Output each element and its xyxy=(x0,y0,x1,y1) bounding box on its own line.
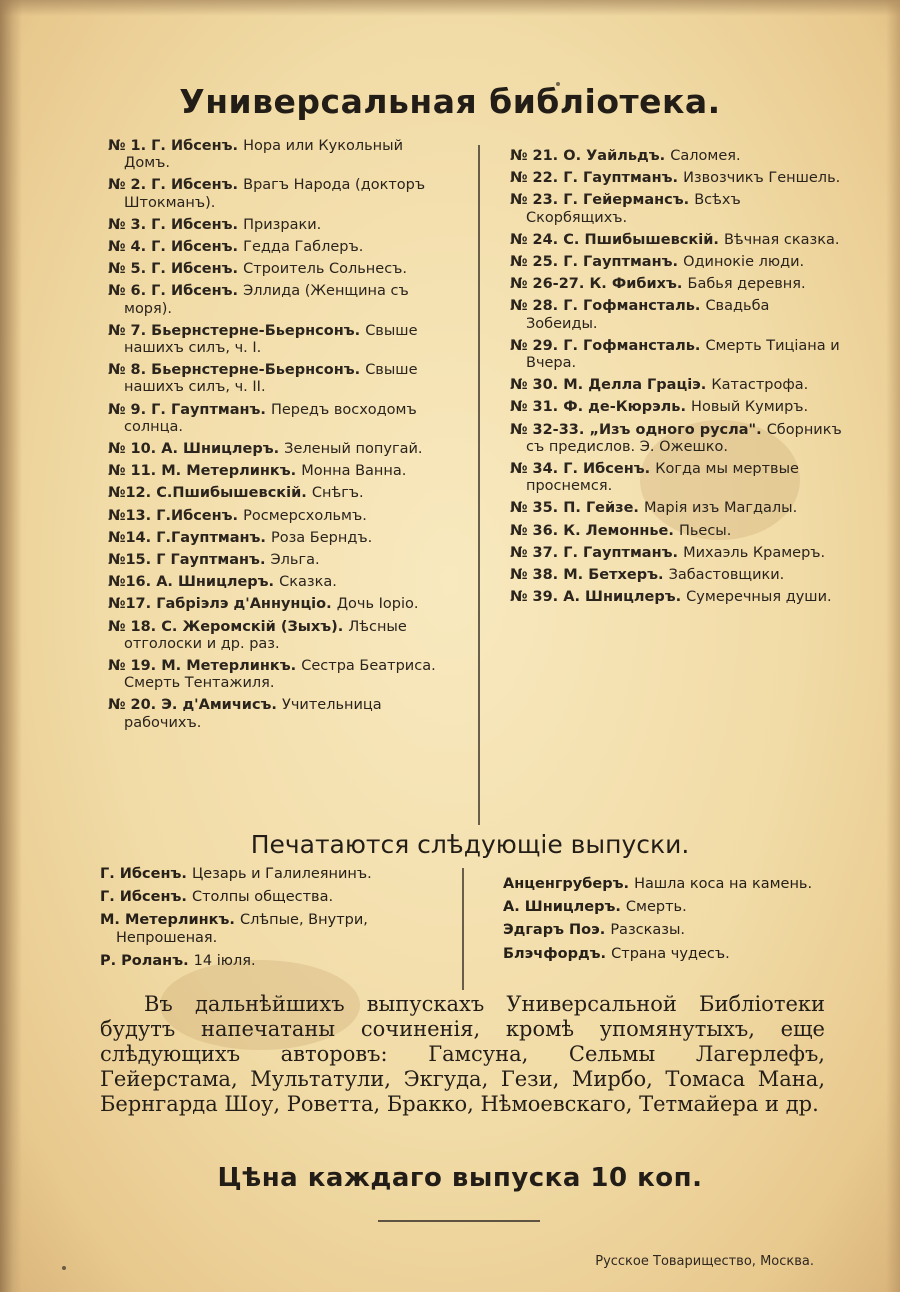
entry-work: Свыше нашихъ силъ, ч. II. xyxy=(124,362,418,396)
catalog-entry xyxy=(108,485,438,502)
forthcoming-right-column xyxy=(503,876,843,969)
forthcoming-left-column xyxy=(100,866,440,976)
entry-work: Смерть. xyxy=(625,899,687,916)
entry-work: Цезарь и Галилеянинъ. xyxy=(191,866,372,882)
entry-work: Дочь Іоріо. xyxy=(336,596,419,613)
entry-author: Г. Ибсенъ. xyxy=(100,889,187,906)
forthcoming-entry xyxy=(100,889,440,906)
entry-author: М. Делла Граціэ. xyxy=(563,377,707,394)
entry-work: Столпы общества. xyxy=(191,889,334,906)
catalog-entry xyxy=(108,619,438,653)
catalog-entry xyxy=(510,232,845,249)
entry-author: Г Гауптманъ. xyxy=(156,552,266,569)
entry-work: Извозчикъ Геншель. xyxy=(683,170,841,187)
catalog-entry xyxy=(510,192,845,226)
catalog-entry xyxy=(108,239,438,256)
entry-work: Свыше нашихъ силъ, ч. I. xyxy=(124,322,418,357)
entry-work: Призраки. xyxy=(243,216,322,233)
entry-number: № 26-27. xyxy=(510,276,585,293)
entry-author: А. Шницлеръ. xyxy=(503,899,621,916)
entry-work: Снѣгъ. xyxy=(311,485,364,502)
entry-work: Роза Берндъ. xyxy=(270,529,373,546)
entry-number: № 36. xyxy=(510,522,559,539)
entry-work: Строитель Сольнесъ. xyxy=(243,261,408,278)
entry-work: Монна Ванна. xyxy=(301,463,407,480)
entry-author: К. Лемонньe. xyxy=(563,522,674,539)
entry-work: Передъ восходомъ солнца. xyxy=(124,401,417,435)
entry-work: Забастовщики. xyxy=(668,567,785,584)
catalog-entry xyxy=(108,508,438,525)
entry-author: К. Фибихъ. xyxy=(589,276,683,293)
entry-author: М. Бетхеръ. xyxy=(563,567,664,584)
entry-work: Катастрофа. xyxy=(711,377,809,394)
catalog-entry xyxy=(108,441,438,458)
entry-number: № 35. xyxy=(510,500,559,517)
entry-work: Зеленый попугай. xyxy=(284,441,423,458)
catalog-entry xyxy=(108,362,438,396)
catalog-entry xyxy=(510,500,845,517)
entry-number: № 22. xyxy=(510,170,559,187)
entry-work: Страна чудесъ. xyxy=(611,945,730,962)
entry-work: Разсказы. xyxy=(610,922,686,939)
entry-author: Анценгруберъ. xyxy=(503,876,629,892)
entry-number: № 18. xyxy=(108,618,157,635)
entry-work: Лѣсные отголоски и др. раз. xyxy=(124,618,407,652)
entry-number: № 38. xyxy=(510,567,559,584)
entry-number: № 28. xyxy=(510,298,559,315)
entry-author: Г. Гауптманъ. xyxy=(151,401,266,418)
entry-work: Новый Кумиръ. xyxy=(691,399,809,416)
entry-number: № 1. xyxy=(108,138,147,154)
page-title: Универсальная библіотека. xyxy=(179,82,721,121)
entry-author: Эдгаръ Поэ. xyxy=(503,922,606,939)
column-divider xyxy=(478,145,480,825)
catalog-entry xyxy=(510,170,845,187)
entry-author: А. Шницлеръ. xyxy=(156,574,275,591)
entry-author: Г. Ибсенъ. xyxy=(100,866,187,882)
entry-author: Г. Ибсенъ. xyxy=(151,283,239,300)
forthcoming-entry xyxy=(503,899,843,916)
entry-number: №12. xyxy=(108,485,152,502)
worn-right-edge xyxy=(886,0,900,1292)
entry-author: Г. Ибсенъ. xyxy=(151,138,239,154)
catalog-entry xyxy=(510,148,845,165)
entry-number: № 6. xyxy=(108,283,147,300)
entry-work: Саломея. xyxy=(670,148,741,164)
entry-work: Сумеречныя души. xyxy=(686,589,832,606)
catalog-entry xyxy=(510,545,845,562)
catalog-left-column xyxy=(108,138,438,737)
entry-author: А. Шницлеръ. xyxy=(563,589,682,606)
forthcoming-heading: Печатаются слѣдующіе выпуски. xyxy=(250,830,690,859)
catalog-entry xyxy=(510,461,845,495)
entry-work: Нашла коса на камень. xyxy=(634,876,813,892)
catalog-entry xyxy=(108,463,438,480)
entry-work: Нора или Кукольный Домъ. xyxy=(124,138,404,172)
entry-author: М. Метерлинкъ. xyxy=(161,463,297,480)
catalog-entry xyxy=(510,276,845,293)
catalog-entry xyxy=(510,567,845,584)
entry-number: № 9. xyxy=(108,401,147,418)
catalog-entry xyxy=(108,552,438,569)
entry-number: № 10. xyxy=(108,441,157,458)
forthcoming-entry xyxy=(100,912,440,946)
entry-author: Г.Гауптманъ. xyxy=(156,529,266,546)
ink-speck xyxy=(62,1266,66,1270)
entry-work: Сборникъ съ предислов. Э. Ожешко. xyxy=(526,421,842,455)
entry-number: №15. xyxy=(108,552,152,569)
entry-number: № 31. xyxy=(510,399,559,416)
entry-author: Г. Гейермансъ. xyxy=(563,192,690,209)
entry-number: № 30. xyxy=(510,377,559,394)
entry-number: № 39. xyxy=(510,589,559,606)
entry-number: № 5. xyxy=(108,261,147,278)
entry-work: Бабья деревня. xyxy=(687,276,806,293)
catalog-entry xyxy=(510,523,845,540)
entry-number: № 23. xyxy=(510,192,559,209)
catalog-entry xyxy=(510,422,845,456)
entry-author: С. Жеромскій (Зыхъ). xyxy=(161,618,344,635)
catalog-entry xyxy=(108,217,438,234)
entry-work: Росмерсхольмъ. xyxy=(243,507,367,524)
catalog-right-column xyxy=(510,148,845,611)
forthcoming-divider xyxy=(462,868,464,990)
entry-author: Г. Ибсенъ. xyxy=(151,216,239,233)
entry-number: №16. xyxy=(108,574,152,591)
entry-author: Ф. де-Кюрэль. xyxy=(563,399,686,416)
entry-number: № 29. xyxy=(510,337,559,354)
entry-work: Сказка. xyxy=(279,574,337,591)
forthcoming-entry xyxy=(503,946,843,963)
entry-work: Слѣпые, Внутри, Непрошеная. xyxy=(116,912,368,946)
entry-author: С.Пшибышевскій. xyxy=(156,485,307,502)
entry-author: Г. Гауптманъ. xyxy=(563,170,679,187)
entry-author: Р. Роланъ. xyxy=(100,952,189,969)
entry-work: Вѣчная сказка. xyxy=(723,231,840,248)
catalog-entry xyxy=(510,254,845,271)
catalog-entry xyxy=(108,697,438,731)
catalog-entry xyxy=(108,402,438,436)
entry-work: Учительница рабочихъ. xyxy=(124,697,382,731)
catalog-entry xyxy=(108,138,438,172)
catalog-entry xyxy=(510,589,845,606)
entry-work: Всѣхъ Скорбящихъ. xyxy=(526,192,741,226)
catalog-entry xyxy=(510,377,845,394)
price-line: Цѣна каждаго выпуска 10 коп. xyxy=(217,1163,703,1193)
entry-number: № 19. xyxy=(108,658,157,675)
entry-number: № 4. xyxy=(108,239,147,256)
entry-author: Блэчфордъ. xyxy=(503,945,607,962)
entry-work: Михаэль Крамеръ. xyxy=(683,544,826,561)
entry-work: Когда мы мертвые проснемся. xyxy=(526,461,799,495)
entry-work: Марія изъ Магдалы. xyxy=(644,500,798,517)
entry-number: № 20. xyxy=(108,697,157,714)
entry-author: Г. Гауптманъ. xyxy=(563,254,679,271)
catalog-entry xyxy=(108,596,438,613)
entry-author: Габріэлэ д'Аннунціо. xyxy=(156,596,332,613)
entry-author: П. Гейзе. xyxy=(563,500,639,517)
entry-number: №13. xyxy=(108,507,152,524)
publisher-imprint: Русское Товарищество, Москва. xyxy=(595,1254,814,1269)
entry-author: Бьернстерне-Бьернсонъ. xyxy=(151,362,361,379)
horizontal-rule xyxy=(378,1220,540,1222)
entry-work: Врагъ Народа (докторъ Штокманъ). xyxy=(124,177,426,211)
entry-number: № 24. xyxy=(510,231,559,248)
entry-author: С. Пшибышевскій. xyxy=(563,231,719,248)
catalog-entry xyxy=(510,338,845,372)
entry-author: Э. д'Амичисъ. xyxy=(161,697,277,714)
entry-work: Гедда Габлеръ. xyxy=(243,239,364,256)
entry-number: № 37. xyxy=(510,544,559,561)
entry-number: № 8. xyxy=(108,362,147,379)
entry-number: №17. xyxy=(108,596,152,613)
entry-author: Г. Ибсенъ. xyxy=(563,461,651,478)
catalog-entry xyxy=(108,261,438,278)
catalog-entry xyxy=(108,323,438,357)
entry-author: Г. Гауптманъ. xyxy=(563,544,679,561)
entry-work: Одинокіе люди. xyxy=(683,254,805,271)
entry-number: № 3. xyxy=(108,216,147,233)
catalog-entry xyxy=(510,399,845,416)
entry-author: „Изъ одного русла". xyxy=(589,421,762,438)
entry-author: Г. Гофмансталь. xyxy=(563,298,701,315)
catalog-entry xyxy=(108,530,438,547)
entry-author: М. Метерлинкъ. xyxy=(100,912,235,929)
announcement-paragraph: Въ дальнѣйшихъ выпускахъ Универсальной Библіотеки будутъ напечатаны сочиненія, кромѣ упомянутыхъ, еще слѣдующихъ авторовъ: Гамсуна, Сельмы Лагерлефъ, Гейерстама, Мультатули, Экгуда, Гези, Мирбо, Томаса Мана, Бернгарда Шоу, Роветта, Бракко, Нѣмоевскаго, Тетмайера и др. xyxy=(100,992,825,1116)
entry-work: 14 іюля. xyxy=(193,952,256,969)
entry-author: Г. Гофмансталь. xyxy=(563,337,701,354)
worn-top-edge xyxy=(0,0,900,16)
entry-author: А. Шницлеръ. xyxy=(161,441,280,458)
forthcoming-entry xyxy=(100,866,440,883)
entry-author: Г. Ибсенъ. xyxy=(151,177,239,194)
entry-number: № 2. xyxy=(108,177,147,194)
catalog-entry xyxy=(510,298,845,332)
entry-author: Бьернстерне-Бьернсонъ. xyxy=(151,322,361,339)
entry-number: № 34. xyxy=(510,461,559,478)
entry-author: О. Уайльдъ. xyxy=(563,148,666,164)
entry-work: Эллида (Женщина съ моря). xyxy=(124,283,409,317)
forthcoming-entry xyxy=(100,953,440,970)
entry-work: Сестра Беатриса. Смерть Тентажиля. xyxy=(124,658,436,692)
entry-work: Смерть Тиціана и Вчера. xyxy=(526,337,840,372)
forthcoming-entry xyxy=(503,876,843,893)
catalog-entry xyxy=(108,574,438,591)
entry-author: Г.Ибсенъ. xyxy=(156,507,239,524)
worn-left-edge xyxy=(0,0,22,1292)
entry-author: М. Метерлинкъ. xyxy=(161,658,297,675)
catalog-entry xyxy=(108,658,438,692)
entry-number: № 25. xyxy=(510,254,559,271)
entry-number: № 21. xyxy=(510,148,559,164)
forthcoming-entry xyxy=(503,922,843,939)
catalog-entry xyxy=(108,283,438,317)
entry-work: Эльга. xyxy=(270,552,320,569)
entry-number: № 7. xyxy=(108,322,147,339)
entry-number: №14. xyxy=(108,529,152,546)
catalog-entry xyxy=(108,177,438,211)
entry-author: Г. Ибсенъ. xyxy=(151,261,239,278)
entry-work: Свадьба Зобеиды. xyxy=(526,298,770,332)
entry-number: № 11. xyxy=(108,463,157,480)
entry-author: Г. Ибсенъ. xyxy=(151,239,239,256)
entry-number: № 32-33. xyxy=(510,421,585,438)
entry-work: Пьесы. xyxy=(678,522,732,539)
